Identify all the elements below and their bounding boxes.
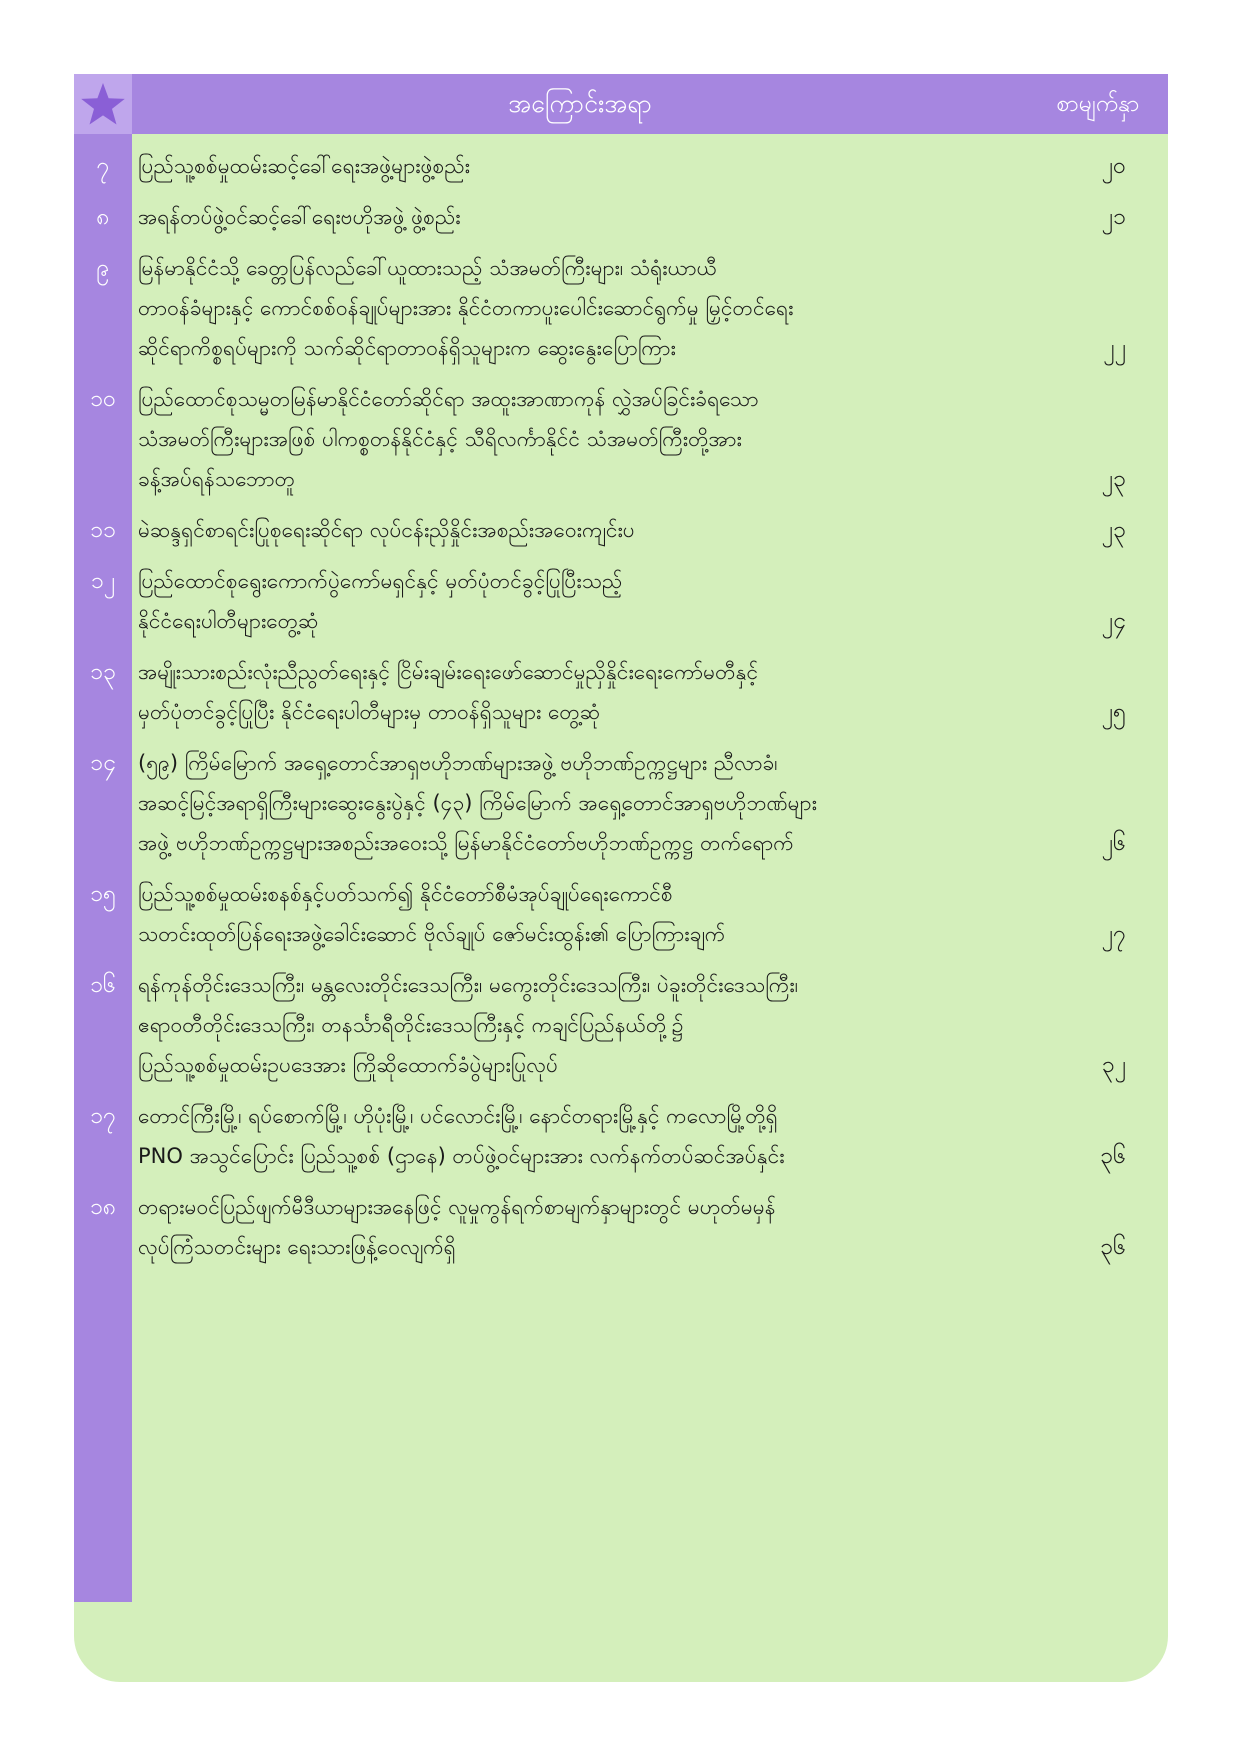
entry-title-line: တရားမဝင်ပြည်ဖျက်မီဒီယာများအနေဖြင့် လူမှုကွန်ရက်စာမျက်နှာများတွင် မဟုတ်မမှန် [138,1195,776,1219]
entry-title-line: မြန်မာနိုင်ငံသို့ ခေတ္တပြန်လည်ခေါ်ယူထားသည့် သံအမတ်ကြီးများ၊ သံရုံးယာယီ [138,256,717,280]
entry-title-line: ပြည်သူ့စစ်မှုထမ်းဥပဒေအား ကြိုဆိုထောက်ခံပွဲများပြုလုပ် [138,1053,558,1077]
entry-title-line: ပြည်ထောင်စုရွေးကောက်ပွဲကော်မရှင်နှင့် မှတ်ပုံတင်ခွင့်ပြုပြီးသည့် [138,569,623,593]
star-cell [74,74,132,134]
entry-page-number: ၂၇ [1101,921,1126,947]
toc-entry[interactable] [74,379,1168,499]
entry-title-line: တာဝန်ခံများနှင့် ကောင်စစ်ဝန်ချုပ်များအား နိုင်ငံတကာပူးပေါင်းဆောင်ရွက်မှု မြှင့်တင်ရေး [138,296,794,320]
entry-title [138,561,1018,641]
entry-title-line: ပြည်သူ့စစ်မှုထမ်းစနစ်နှင့်ပတ်သက်၍ နိုင်ငံတော်စီမံအုပ်ချုပ်ရေးကောင်စီ [138,882,673,906]
entry-title-line: လုပ်ကြံသတင်းများ ရေးသားဖြန့်ဝေလျက်ရှိ [138,1235,456,1259]
entry-number: ၇ [96,153,110,179]
entry-title-line: မှတ်ပုံတင်ခွင့်ပြုပြီး နိုင်ငံရေးပါတီများမှ တာဝန်ရှိသူများ တွေ့ဆုံ [138,700,601,724]
entry-title-line: PNO အသွင်ပြောင်း ပြည်သူ့စစ် (ဌာနေ) တပ်ဖွဲ့ဝင်များအား လက်နက်တပ်ဆင်အပ်နှင်း [138,1144,785,1168]
entry-title-line: ပြည်ထောင်စုသမ္မတမြန်မာနိုင်ငံတော်ဆိုင်ရာ အထူးအာဏာကုန် လွှဲအပ်ခြင်းခံရသော [138,387,759,411]
entry-title-line: တောင်ကြီးမြို့၊ ရပ်စောက်မြို့၊ ဟိုပုံးမြို့၊ ပင်လောင်းမြို့၊ နောင်တရားမြို့နှင့် ကလောမြို့တို့ရှိ [138,1104,778,1128]
entry-page-number: ၂၂ [1103,335,1126,361]
entry-title-line: မဲဆန္ဒရှင်စာရင်းပြုစုရေးဆိုင်ရာ လုပ်ငန်းညှိနှိုင်းအစည်းအဝေးကျင်းပ [138,518,635,542]
entry-title-line: အဆင့်မြင့်အရာရှိကြီးများဆွေးနွေးပွဲနှင့် (၄၃) ကြိမ်မြောက် အရှေ့တောင်အာရှဗဟိုဘဏ်များ [138,791,817,815]
entry-title [138,965,1018,1085]
entry-number: ၁၀ [90,386,116,412]
header-page-label: စာမျက်နှာ [1056,91,1140,117]
entry-page-number: ၂၃ [1101,466,1126,492]
entry-title-line: အဖွဲ့ ဗဟိုဘဏ်ဥက္ကဋ္ဌများအစည်းအဝေးသို့ မြန်မာနိုင်ငံတော်ဗဟိုဘဏ်ဥက္ကဋ္ဌ တက်ရောက် [138,831,794,855]
entry-title-line: ရန်ကုန်တိုင်းဒေသကြီး၊ မန္တလေးတိုင်းဒေသကြီး၊ မကွေးတိုင်းဒေသကြီး၊ ပဲခူးတိုင်းဒေသကြီး၊ [138,973,799,997]
entry-number: ၁၇ [90,1103,116,1129]
entry-number: ၁၄ [90,750,116,776]
toc-entry[interactable] [74,510,1168,550]
toc-header [74,74,1168,134]
entry-number: ၁၅ [90,881,116,907]
entry-title-line: ဆိုင်ရာကိစ္စရပ်များကို သက်ဆိုင်ရာတာဝန်ရှိသူများက ဆွေးနွေးပြောကြား [138,336,676,360]
entry-title-line: အမျိုးသားစည်းလုံးညီညွတ်ရေးနှင့် ငြိမ်းချမ်းရေးဖော်ဆောင်မှုညှိနှိုင်းရေးကော်မတီနှင့် [138,660,759,684]
entry-number: ၁၂ [90,568,116,594]
star-icon [79,80,127,128]
toc-entry[interactable] [74,652,1168,732]
entry-number: ၈ [96,204,110,230]
table-of-contents [74,74,1168,1682]
entry-number: ၁၈ [89,1194,117,1220]
entry-number: ၁၁ [90,517,116,543]
entry-title-line: (၅၉) ကြိမ်မြောက် အရှေ့တောင်အာရှဗဟိုဘဏ်များအဖွဲ့ ဗဟိုဘဏ်ဥက္ကဋ္ဌများ ညီလာခံ၊ [138,751,778,775]
toc-entry[interactable] [74,561,1168,641]
entry-title [138,1096,1018,1176]
entry-page-number: ၃၆ [1100,1143,1126,1169]
entry-title [138,510,1018,550]
entry-page-number: ၂၁ [1101,204,1126,230]
entry-page-number: ၂၆ [1101,830,1126,856]
entry-number: ၁၃ [90,659,116,685]
entry-title [138,379,1018,499]
entry-title-line: ပြည်သူ့စစ်မှုထမ်းဆင့်ခေါ်ရေးအဖွဲ့များဖွဲ့စည်း [138,154,470,178]
toc-entry[interactable] [74,197,1168,237]
entry-number: ၉ [96,255,110,281]
entry-page-number: ၂၀ [1101,153,1126,179]
entry-title-line: ဧရာဝတီတိုင်းဒေသကြီး၊ တနင်္သာရီတိုင်းဒေသကြီးနှင့် ကချင်ပြည်နယ်တို့၌ [138,1013,684,1037]
entry-page-number: ၃၆ [1100,1234,1126,1260]
entry-title-line: နိုင်ငံရေးပါတီများတွေ့ဆုံ [138,609,319,633]
entry-title [138,197,1018,237]
entry-page-number: ၂၅ [1101,699,1126,725]
entry-title-line: သံအမတ်ကြီးများအဖြစ် ပါကစ္စတန်နိုင်ငံနှင့် သီရိလင်္ကာနိုင်ငံ သံအမတ်ကြီးတို့အား [138,427,742,451]
toc-entry[interactable] [74,874,1168,954]
entry-title [138,1187,1018,1267]
entry-page-number: ၂၄ [1101,608,1126,634]
entry-number: ၁၆ [90,972,116,998]
entry-page-number: ၃၂ [1101,1052,1126,1078]
entry-title-line: ခန့်အပ်ရန်သဘောတူ [138,467,296,491]
header-title: အကြောင်းအရာ [508,89,652,118]
toc-entry[interactable] [74,1187,1168,1267]
entry-title [138,248,1018,368]
entry-title [138,874,1018,954]
toc-entry[interactable] [74,1096,1168,1176]
entry-title [138,652,1018,732]
entry-title [138,743,1018,863]
entry-title-line: အရန်တပ်ဖွဲ့ဝင်ဆင့်ခေါ်ရေးဗဟိုအဖွဲ့ ဖွဲ့စည်း [138,205,461,229]
toc-entry[interactable] [74,248,1168,368]
toc-entry[interactable] [74,965,1168,1085]
entry-title [138,146,1018,186]
toc-entry[interactable] [74,146,1168,186]
entry-title-line: သတင်းထုတ်ပြန်ရေးအဖွဲ့ခေါင်းဆောင် ဗိုလ်ချုပ် ဇော်မင်းထွန်း၏ ပြောကြားချက် [138,922,726,946]
entry-page-number: ၂၃ [1101,517,1126,543]
toc-entry[interactable] [74,743,1168,863]
